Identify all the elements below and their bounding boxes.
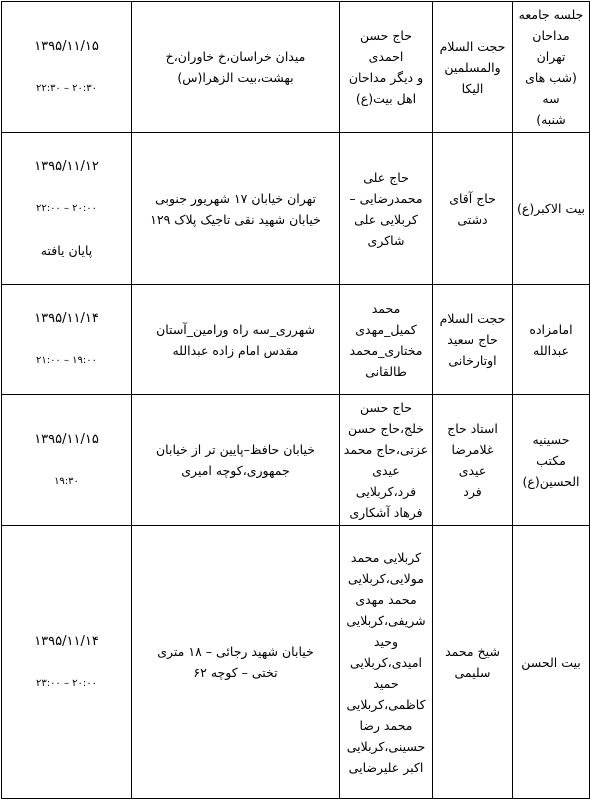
event-date: ۱۳۹۵/۱۱/۱۵ — [34, 431, 99, 447]
table-row — [2, 133, 590, 285]
event-time: ۲۲:۰۰ – ۲۰:۰۰ — [35, 203, 98, 214]
event-date: ۱۳۹۵/۱۱/۱۴ — [34, 311, 99, 326]
table-row — [2, 285, 590, 395]
venue-address: شهرری_سه راه ورامین_آستان مقدس امام زاده عبدالله — [132, 285, 340, 395]
venue-address: خیابان شهید رجائی – ۱۸ متری تختی – کوچه ۶۲ — [132, 526, 340, 799]
singer-names: کربلایی محمد مولایی،کربلایی محمد مهدی شریفی،کربلایی وحید امیدی،کربلایی حمید کاظمی،کربلایی محمد رضا حسینی،کربلایی اکبر علیرضایی — [340, 526, 433, 799]
speaker-name: حاج آقای دشتی — [433, 133, 513, 285]
venue-address: میدان خراسان،خ خاوران،خ بهشت،بیت الزهرا(س) — [132, 2, 340, 133]
singer-names: حاج علی محمدرضایی – کربلایی علی شاکری — [340, 133, 433, 285]
table-row — [2, 526, 590, 799]
event-time: ۲۲:۳۰ – ۲۰:۳۰ — [35, 82, 98, 94]
speaker-name: شیخ محمد سلیمی — [433, 526, 513, 799]
singer-names: محمد کمیل_مهدی مختاری_محمد طالقانی — [340, 285, 433, 395]
event-date: ۱۳۹۵/۱۱/۱۵ — [34, 38, 99, 54]
venue-name: جلسه جامعه مداحان تهران (شب های سه شنبه) — [513, 2, 590, 133]
speaker-name: حجت السلام والمسلمین الیکا — [433, 2, 513, 133]
table-row — [2, 2, 590, 133]
event-time: ۲۳:۰۰ – ۲۰:۰۰ — [35, 677, 98, 689]
event-date: ۱۳۹۵/۱۱/۱۲ — [34, 159, 99, 174]
date-time-cell — [2, 526, 132, 799]
singer-names: حاج حسن خلج،حاج حسن عزتی،حاج محمد عیدی فرد،کربلایی فرهاد آشکاری — [340, 395, 433, 526]
date-time-cell — [2, 395, 132, 526]
venue-name: بیت الحسن — [513, 526, 590, 799]
venue-name: حسینیه مکتب الحسین(ع) — [513, 395, 590, 526]
event-time: ۱۹:۳۰ — [54, 475, 79, 487]
schedule-table — [1, 1, 590, 799]
date-time-cell — [2, 2, 132, 133]
venue-name: امامزاده عبدالله — [513, 285, 590, 395]
status-note: پایان یافته — [40, 243, 93, 258]
event-date: ۱۳۹۵/۱۱/۱۴ — [34, 633, 99, 649]
venue-name: بیت الاکبر(ع) — [513, 133, 590, 285]
speaker-name: استاد حاج غلامرضا عیدی فرد — [433, 395, 513, 526]
venue-address: خیابان حافظ–پایین تر از خیابان جمهوری،کوچه امیری — [132, 395, 340, 526]
table-row — [2, 395, 590, 526]
date-time-cell — [2, 285, 132, 395]
singer-names: حاج حسن احمدی و دیگر مداحان اهل بیت(ع) — [340, 2, 433, 133]
event-time: ۲۱:۰۰ – ۱۹:۰۰ — [35, 355, 98, 366]
date-time-cell — [2, 133, 132, 285]
venue-address: تهران خیابان ۱۷ شهریور جنوبی خیابان شهید نقی تاجیک پلاک ۱۲۹ — [132, 133, 340, 285]
speaker-name: حجت السلام حاج سعید اوتارخانی — [433, 285, 513, 395]
